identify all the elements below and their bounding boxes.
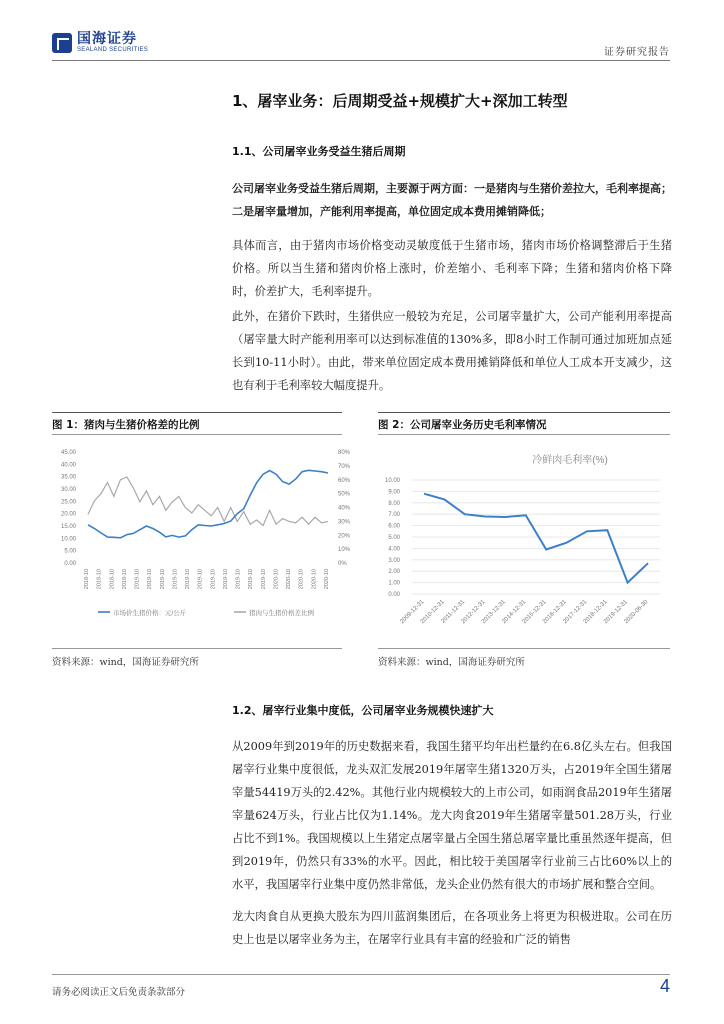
fig1-legend-spread: 猪肉与生猪价格差比例 xyxy=(249,610,314,617)
fig1-right-tick: 0% xyxy=(338,561,347,567)
fig1-left-tick: 5.00 xyxy=(64,548,76,555)
fig2-y-tick: 0.00 xyxy=(388,592,400,598)
fig2-x-tick: 2018-12-31 xyxy=(582,599,609,626)
subsection-title-1-2: 1.2、屠宰行业集中度低，公司屠宰业务规模快速扩大 xyxy=(232,704,494,717)
fig1-series-spread-line xyxy=(88,477,328,526)
fig1-right-tick: 70% xyxy=(338,463,351,470)
fig1-right-tick: 20% xyxy=(338,533,351,540)
fig1-right-tick: 60% xyxy=(338,477,351,484)
fig1-left-tick: 25.00 xyxy=(60,499,76,506)
fig1-x-tick: 2019-10 xyxy=(197,569,204,590)
fig1-x-tick: 2018-10 xyxy=(84,569,90,590)
fig1-x-tick: 2020-10 xyxy=(298,569,305,590)
fig1-right-tick: 30% xyxy=(338,519,351,526)
key-point-paragraph: 公司屠宰业务受益生猪后周期，主要源于两方面：一是猪肉与生猪价差拉大，毛利率提高；二是屠宰量增加，产能利用率提高，单位固定成本费用摊销降低； xyxy=(232,182,672,218)
body-paragraph-industry: 从2009年到2019年的历史数据来看，我国生猪平均年出栏量约在6.8亿头左右。但我国屠宰行业集中度很低，龙头双汇发展2019年屠宰生猪1320万头，占2019年全国生猪屠宰量54419万头的2.42%。其他行业内规模较大的上市公司，如雨润食品2019年生猪屠宰量624万头，行业占比仅为1.14%。龙大肉食2019年生猪屠宰量501.28万头，行业占比不到1%。我国规模以上生猪定点屠宰量占全国生猪总屠宰量比重虽然逐年提高，但到2019年，仍然只有33%的水平。因此，相比较于美国屠宰行业前三占比60%以上的水平，我国屠宰行业集中度仍然非常低，龙头企业仍然有很大的市场扩展和整合空间。 xyxy=(232,740,672,891)
report-type: 证券研究报告 xyxy=(604,47,670,58)
fig1-x-tick: 2019-10 xyxy=(222,569,229,590)
fig1-legend-hog: 市场价生猪价格：元/公斤 xyxy=(113,610,187,617)
fig1-chart xyxy=(52,440,351,640)
fig2-caption-rule xyxy=(378,434,670,435)
fig2-y-tick: 2.00 xyxy=(388,569,400,576)
fig1-x-tick: 2018-10 xyxy=(121,569,128,590)
fig1-x-tick: 2020-10 xyxy=(311,569,318,590)
fig2-y-tick: 10.00 xyxy=(384,478,400,484)
fig1-left-tick: 45.00 xyxy=(60,450,76,456)
body-paragraph-capacity: 此外，在猪价下跌时，生猪供应一般较为充足，公司屠宰量扩大，公司产能利用率提高（屠宰量大时产能利用率可以达到标准值的130%多，即8小时工作制可通过加班加点延长到10-11小时）。由此，带来单位固定成本费用摊销降低和单位人工成本开支减少，这也有利于毛利率较大幅度提升。 xyxy=(232,310,672,392)
fig2-y-tick: 7.00 xyxy=(388,512,400,519)
fig2-x-tick: 2012-12-31 xyxy=(460,599,487,626)
fig1-x-tick: 2020-10 xyxy=(273,569,280,590)
header-divider xyxy=(52,60,670,61)
fig1-x-tick: 2019-10 xyxy=(235,569,242,590)
company-logo xyxy=(52,32,148,54)
fig1-right-tick: 50% xyxy=(338,491,351,498)
fig2-y-tick: 5.00 xyxy=(388,535,400,541)
fig1-x-tick: 2019-10 xyxy=(159,569,166,590)
fig1-right-tick: 80% xyxy=(338,450,351,456)
fig2-source: 资料来源：wind，国海证券研究所 xyxy=(378,657,525,668)
logo-name-cn: 国海证券 xyxy=(77,31,137,47)
footer-divider xyxy=(52,974,670,975)
fig1-left-tick: 40.00 xyxy=(60,462,76,469)
logo-mark-icon xyxy=(52,33,72,53)
fig1-x-tick: 2019-10 xyxy=(248,569,255,590)
fig1-left-tick: 35.00 xyxy=(60,474,76,481)
body-paragraph-price-lag: 具体而言，由于猪肉市场价格变动灵敏度低于生猪市场，猪肉市场价格调整滞后于生猪价格。所以当生猪和猪肉价格上涨时，价差缩小、毛利率下降；生猪和猪肉价格下降时，价差扩大，毛利率提升。 xyxy=(232,239,672,298)
fig1-left-tick: 30.00 xyxy=(60,487,76,493)
page-number: 4 xyxy=(659,976,670,996)
fig1-left-tick: 15.00 xyxy=(60,524,76,530)
fig2-x-tick: 2016-12-31 xyxy=(542,599,568,626)
fig2-x-tick: 2009-12-31 xyxy=(399,599,426,626)
body-paragraph-company: 龙大肉食自从更换大股东为四川蓝润集团后，在各项业务上将更为积极进取。公司在历史上也是以屠宰业务为主，在屠宰行业具有丰富的经验和广泛的销售 xyxy=(232,910,672,946)
fig1-bottom-rule xyxy=(52,648,342,649)
logo-name-en: SEALAND SECURITIES xyxy=(77,47,149,53)
fig1-x-tick: 2019-10 xyxy=(260,569,267,590)
fig1-x-tick: 2019-10 xyxy=(210,569,217,590)
fig1-x-tick: 2020-10 xyxy=(324,569,330,590)
fig1-left-tick: 0.00 xyxy=(64,561,76,567)
fig1-caption-rule xyxy=(52,434,342,435)
fig2-y-tick: 4.00 xyxy=(388,546,400,553)
fig2-caption: 图 2：公司屠宰业务历史毛利率情况 xyxy=(378,419,547,431)
fig2-x-tick: 2013-12-31 xyxy=(480,599,507,626)
fig1-left-tick: 10.00 xyxy=(60,536,76,543)
fig2-x-tick: 2017-12-31 xyxy=(562,599,589,626)
fig2-chart xyxy=(378,440,670,640)
fig2-margin-line xyxy=(424,494,648,583)
fig1-source: 资料来源：wind，国海证券研究所 xyxy=(52,657,199,668)
fig2-x-tick: 2010-12-31 xyxy=(419,599,446,626)
fig1-x-tick: 2018-10 xyxy=(109,569,116,590)
fig2-bottom-rule xyxy=(378,648,670,649)
section-title: 1、屠宰业务：后周期受益+规模扩大+深加工转型 xyxy=(232,92,568,110)
fig1-x-tick: 2019-10 xyxy=(185,569,192,590)
fig1-caption: 图 1：猪肉与生猪价格差的比例 xyxy=(52,419,200,431)
fig2-top-rule xyxy=(378,412,670,413)
fig2-y-tick: 3.00 xyxy=(388,557,400,564)
fig1-x-tick: 2020-10 xyxy=(286,569,293,590)
fig2-y-tick: 6.00 xyxy=(388,523,400,530)
fig1-series-hog-price-line xyxy=(88,470,328,538)
fig1-x-tick: 2019-10 xyxy=(134,569,141,590)
subsection-title-1-1: 1.1、公司屠宰业务受益生猪后周期 xyxy=(232,145,406,158)
fig2-x-tick: 2014-12-31 xyxy=(501,599,528,626)
fig1-right-tick: 40% xyxy=(338,505,351,512)
fig2-y-tick: 8.00 xyxy=(388,500,400,507)
fig1-right-tick: 10% xyxy=(338,547,351,554)
fig2-title: 冷鲜肉毛利率(%) xyxy=(532,455,608,466)
fig1-left-tick: 20.00 xyxy=(60,511,76,518)
fig2-x-tick: 2015-12-31 xyxy=(521,599,548,626)
fig2-y-tick: 1.00 xyxy=(388,580,400,587)
fig2-x-tick: 2011-12-31 xyxy=(440,599,467,625)
fig1-x-tick: 2019-10 xyxy=(147,569,154,590)
fig1-x-tick: 2019-10 xyxy=(172,569,179,590)
fig2-x-tick: 2019-12-31 xyxy=(603,599,630,626)
fig2-x-tick: 2020-06-30 xyxy=(623,599,650,626)
fig1-x-tick: 2018-10 xyxy=(96,569,103,590)
fig2-y-tick: 9.00 xyxy=(388,489,400,496)
fig1-top-rule xyxy=(52,412,342,413)
footer-disclaimer: 请务必阅读正文后免责条款部分 xyxy=(52,987,186,998)
